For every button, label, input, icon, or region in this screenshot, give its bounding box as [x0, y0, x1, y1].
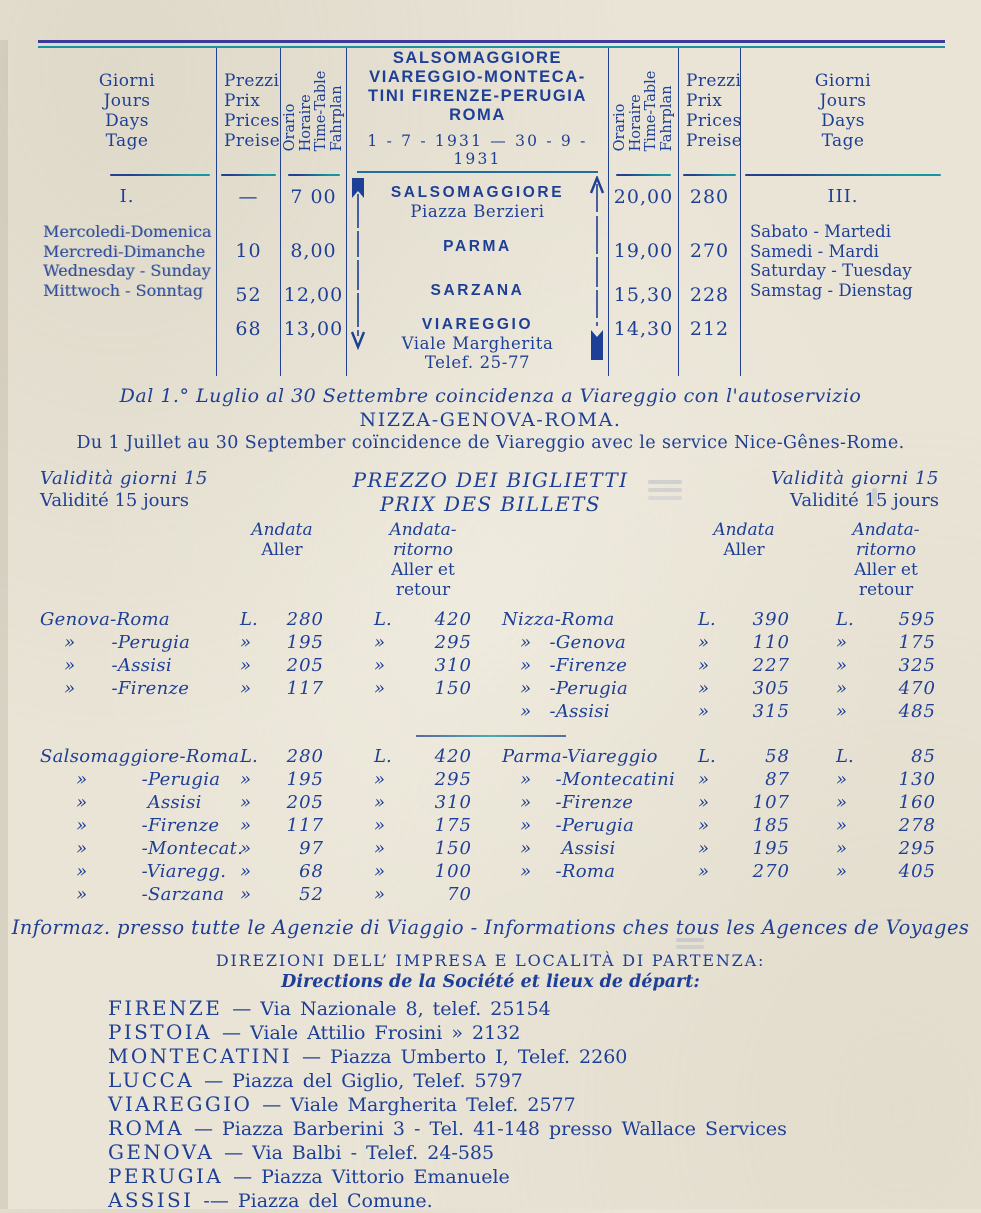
fare-row — [40, 814, 470, 837]
currency-mark: » — [374, 792, 386, 813]
orario-left-header — [283, 71, 345, 152]
fare-row — [40, 791, 470, 814]
fare-route: » Assisi — [502, 838, 616, 859]
header-word: Giorni — [814, 71, 872, 91]
fare-row — [40, 860, 470, 883]
header-word-rotated: Time-Table — [642, 70, 659, 152]
header-word: Tage — [105, 131, 149, 151]
fare-single: 58 — [765, 746, 790, 767]
currency-mark: » — [836, 861, 848, 882]
fare-return: 420 — [434, 609, 472, 630]
fares-title-french: PRIX DES BILLETS — [380, 492, 601, 516]
fare-route: » -Viaregg. — [40, 861, 227, 882]
currency-mark: » — [836, 655, 848, 676]
fare-route: Parma-Viareggio — [502, 746, 658, 767]
fare-row — [40, 745, 470, 768]
operating-days-right — [741, 222, 945, 300]
day-line: Mittwoch - Sonntag — [43, 280, 203, 300]
station-viareggio — [402, 316, 554, 372]
fare-route: » Assisi — [40, 792, 202, 813]
fare-single: 205 — [286, 655, 324, 676]
fare-single: 305 — [752, 678, 790, 699]
currency-mark: » — [836, 838, 848, 859]
city-name: VIAREGGIO — [108, 1092, 253, 1116]
fare-column-headers — [0, 516, 981, 608]
fare-single: 205 — [286, 792, 324, 813]
days-left-header — [38, 48, 216, 174]
fare-route: » -Genova — [502, 632, 626, 653]
fare-row — [40, 837, 470, 860]
city-address: — Via Balbi - Telef. 24-585 — [224, 1142, 495, 1164]
currency-mark: » — [698, 632, 710, 653]
header-word-rotated: Fahrplan — [328, 85, 344, 152]
column-time-left — [280, 48, 346, 376]
section-divider — [416, 735, 566, 737]
currency-mark: » — [698, 655, 710, 676]
header-word: Prices — [686, 111, 742, 131]
currency-mark: » — [240, 884, 252, 905]
city-name: LUCCA — [108, 1068, 195, 1092]
city-address: — Via Nazionale 8, telef. 25154 — [232, 998, 551, 1020]
fare-value: 270 — [689, 240, 730, 262]
column-days-left — [38, 48, 216, 376]
fare-return: 485 — [898, 701, 936, 722]
fare-return: 310 — [434, 792, 472, 813]
city-address: -— Piazza del Comune. — [203, 1190, 433, 1212]
note-route: NIZZA-GENOVA-ROMA. — [359, 409, 622, 431]
header-word-rotated: Time-Table — [312, 70, 329, 152]
validity-french: Validité 15 jours — [790, 490, 939, 511]
departure-time: 12,00 — [283, 284, 344, 306]
fare-return: 175 — [898, 632, 936, 653]
fare-return: 130 — [898, 769, 936, 790]
currency-mark: L. — [836, 746, 854, 767]
southbound-direction-arrow — [350, 176, 366, 362]
header-word-rotated: Fahrplan — [658, 85, 674, 152]
prices-left-header — [217, 48, 280, 174]
fare-row — [40, 677, 470, 700]
note-french: Du 1 Juillet au 30 September coïncidence de Viareggio avec le service Nice-Gênes-Rome. — [76, 433, 905, 453]
currency-mark: » — [698, 792, 710, 813]
fare-single: 117 — [286, 815, 324, 836]
header-word-rotated: Horaire — [297, 94, 313, 152]
station-salsomaggiore — [391, 184, 564, 221]
currency-mark: » — [836, 678, 848, 699]
fare-return: 310 — [434, 655, 472, 676]
currency-mark: » — [698, 678, 710, 699]
column-time-right — [608, 48, 678, 376]
fare-value: 68 — [235, 318, 262, 340]
fare-return: 325 — [898, 655, 936, 676]
header-word: Days — [105, 111, 149, 131]
direction-entry — [108, 1021, 981, 1045]
fare-route: » -Perugia — [40, 769, 221, 790]
fare-route: » -Firenze — [502, 792, 634, 813]
header-word: Jours — [819, 91, 867, 111]
fare-row — [40, 631, 470, 654]
timetable — [38, 48, 981, 376]
city-name: MONTECATINI — [108, 1044, 293, 1068]
currency-mark: L. — [240, 746, 258, 767]
currency-mark: » — [240, 632, 252, 653]
fare-value: 228 — [689, 284, 730, 306]
currency-mark: » — [374, 815, 386, 836]
operating-days-left — [38, 222, 216, 300]
fare-single: 227 — [752, 655, 790, 676]
currency-mark: » — [374, 655, 386, 676]
fare-route: » -Assisi — [40, 655, 172, 676]
currency-mark: » — [698, 701, 710, 722]
fare-row — [502, 631, 981, 654]
fare-value: 10 — [235, 240, 262, 262]
fare-row — [502, 677, 981, 700]
currency-mark: » — [836, 701, 848, 722]
header-word: Prix — [686, 91, 723, 111]
departure-time: 20,00 — [613, 186, 674, 208]
fare-value: 212 — [689, 318, 730, 340]
fare-block-1 — [0, 608, 981, 723]
fare-return: 160 — [898, 792, 936, 813]
currency-mark: » — [240, 769, 252, 790]
header-word: Giorni — [98, 71, 156, 91]
city-address: — Piazza Vittorio Emanuele — [233, 1166, 510, 1188]
direction-entry — [108, 997, 981, 1021]
fare-block-2 — [0, 745, 981, 906]
fare-row — [502, 768, 981, 791]
scanned-timetable-page — [0, 40, 981, 1212]
currency-mark: » — [698, 838, 710, 859]
city-address: — Piazza del Giglio, Telef. 5797 — [204, 1070, 523, 1092]
day-line: Wednesday - Sunday — [43, 261, 211, 280]
return-fare-header: Andata-ritorno Aller et retour — [389, 520, 457, 600]
currency-mark: » — [698, 769, 710, 790]
fare-route: » -Firenze — [40, 815, 220, 836]
days-right-header — [741, 48, 945, 174]
city-address: — Viale Attilio Frosini » 2132 — [221, 1022, 521, 1044]
currency-mark: » — [374, 884, 386, 905]
fare-single: 315 — [752, 701, 790, 722]
fare-return: 100 — [434, 861, 472, 882]
currency-mark: » — [374, 678, 386, 699]
station-name: PARMA — [443, 238, 512, 255]
fare-return: 70 — [447, 884, 472, 905]
fares-title-italian: PREZZO DEI BIGLIETTI — [352, 468, 629, 492]
route-title-line: VIAREGGIO-MONTECA- — [369, 68, 586, 86]
currency-mark: » — [240, 861, 252, 882]
header-word: Prezzi — [224, 71, 280, 91]
fare-single: 107 — [752, 792, 790, 813]
currency-mark: » — [698, 815, 710, 836]
fare-single: 185 — [752, 815, 790, 836]
connection-note — [0, 384, 981, 454]
fares-nizza-group — [470, 608, 981, 723]
validity-left — [0, 468, 310, 516]
single-fare-header: Andata Aller — [251, 520, 313, 560]
fares-header — [0, 468, 981, 516]
fare-return: 175 — [434, 815, 472, 836]
header-word-rotated: Horaire — [627, 94, 643, 152]
fare-return: 278 — [898, 815, 936, 836]
fare-route: » -Perugia — [502, 815, 635, 836]
information-line: Informaz. presso tutte le Agenzie di Viaggio - Informations ches tous les Agences de Voyages — [11, 916, 970, 939]
fare-route: » -Perugia — [502, 678, 629, 699]
day-line: Sabato - Martedi — [750, 222, 892, 241]
day-line: Samedi - Mardi — [750, 241, 879, 261]
validity-right — [671, 468, 981, 516]
currency-mark: » — [374, 838, 386, 859]
fare-return: 470 — [898, 678, 936, 699]
fare-return: 420 — [434, 746, 472, 767]
header-word: Prix — [224, 91, 261, 111]
fare-row — [502, 837, 981, 860]
fare-single: 280 — [286, 746, 324, 767]
fares-parma-group — [470, 745, 981, 906]
fare-row — [502, 745, 981, 768]
currency-mark: L. — [374, 746, 392, 767]
fare-single: 195 — [286, 769, 324, 790]
route-title-line: ROMA — [449, 106, 506, 124]
fare-row — [40, 768, 470, 791]
fare-route: » -Montecatini — [502, 769, 676, 790]
fare-single: 117 — [286, 678, 324, 699]
validity-italian: Validità giorni 15 — [770, 468, 939, 489]
directions-list — [108, 997, 981, 1213]
direction-entry — [108, 1189, 981, 1213]
orario-right-header — [613, 71, 675, 152]
currency-mark: » — [836, 792, 848, 813]
note-italian: Dal 1.° Luglio al 30 Settembre coincidenza a Viareggio con l'autoservizio — [119, 385, 862, 407]
day-line: Mercredi-Dimanche — [43, 241, 206, 261]
city-name: ASSISI — [108, 1188, 194, 1212]
fare-single: 280 — [286, 609, 324, 630]
fare-single: 390 — [752, 609, 790, 630]
header-word-rotated: Orario — [611, 103, 628, 152]
direction-entry — [108, 1069, 981, 1093]
departure-time: 8,00 — [290, 240, 337, 262]
return-fare-header: Andata-ritorno Aller et retour — [852, 520, 920, 600]
day-line: Saturday - Tuesday — [750, 261, 912, 280]
direction-entry — [108, 1117, 981, 1141]
fare-row — [502, 814, 981, 837]
currency-mark: » — [240, 838, 252, 859]
day-line: Samstag - Dienstag — [750, 280, 913, 300]
route-title-line: TINI FIRENZE-PERUGIA — [367, 87, 587, 105]
fare-row — [40, 608, 470, 631]
currency-mark: » — [698, 861, 710, 882]
currency-mark: » — [240, 815, 252, 836]
fare-route: Nizza-Roma — [502, 609, 615, 630]
city-name: FIRENZE — [108, 996, 223, 1020]
route-title-line: SALSOMAGGIORE — [392, 49, 563, 67]
city-name: GENOVA — [108, 1140, 215, 1164]
column-stations — [346, 48, 608, 376]
header-word: Prezzi — [686, 71, 742, 91]
fare-row — [502, 608, 981, 631]
single-fare-header: Andata Aller — [713, 520, 775, 560]
section-label-III: III. — [827, 186, 859, 207]
currency-mark: » — [374, 861, 386, 882]
departure-time: 19,00 — [613, 240, 674, 262]
departure-time: 13,00 — [283, 318, 344, 340]
currency-mark: » — [240, 678, 252, 699]
departure-time: 14,30 — [613, 318, 674, 340]
fare-route: » -Sarzana — [40, 884, 225, 905]
fare-route: » -Montecat. — [40, 838, 244, 859]
fare-value: — — [238, 186, 259, 208]
fare-route: » -Firenze — [502, 655, 628, 676]
fare-return: 595 — [898, 609, 936, 630]
currency-mark: » — [836, 632, 848, 653]
top-double-rule — [38, 40, 945, 48]
fare-single: 270 — [752, 861, 790, 882]
northbound-direction-arrow — [589, 176, 605, 362]
column-days-right — [740, 48, 945, 376]
fare-row — [40, 883, 470, 906]
day-line: Mercoledi-Domenica — [43, 222, 212, 241]
column-prices-right — [678, 48, 743, 376]
section-label-I: I. — [119, 186, 135, 207]
currency-mark: » — [836, 815, 848, 836]
header-word-rotated: Orario — [281, 103, 298, 152]
fare-return: 295 — [898, 838, 936, 859]
fares-title — [310, 468, 671, 516]
currency-mark: » — [374, 769, 386, 790]
prices-right-header — [679, 48, 743, 174]
column-prices-left — [216, 48, 280, 376]
currency-mark: L. — [836, 609, 854, 630]
fare-route: » -Perugia — [40, 632, 191, 653]
route-title — [368, 49, 587, 125]
currency-mark: L. — [698, 609, 716, 630]
city-address: — Piazza Umberto I, Telef. 2260 — [302, 1046, 628, 1068]
fare-route: » -Assisi — [502, 701, 610, 722]
direction-entry — [108, 1141, 981, 1165]
header-word: Days — [821, 111, 865, 131]
city-name: PERUGIA — [108, 1164, 224, 1188]
station-address: Viale Margherita — [401, 334, 554, 353]
station-parma — [443, 238, 512, 256]
station-name: VIAREGGIO — [421, 316, 534, 333]
departure-time: 15,30 — [613, 284, 674, 306]
currency-mark: » — [836, 769, 848, 790]
fare-return: 150 — [434, 678, 472, 699]
currency-mark: » — [374, 632, 386, 653]
city-name: PISTOIA — [108, 1020, 212, 1044]
direction-entry — [108, 1045, 981, 1069]
directions-subtitle: Directions de la Société et lieux de départ: — [281, 972, 700, 992]
currency-mark: » — [240, 792, 252, 813]
fare-single: 195 — [752, 838, 790, 859]
currency-mark: L. — [374, 609, 392, 630]
validity-italian: Validità giorni 15 — [40, 468, 209, 489]
currency-mark: L. — [240, 609, 258, 630]
validity-date-range: 1 - 7 - 1931 — 30 - 9 - 1931 — [357, 132, 597, 173]
fare-row — [502, 700, 981, 723]
header-word: Preise — [224, 131, 281, 151]
fare-route: » -Firenze — [40, 678, 190, 699]
currency-mark: » — [240, 655, 252, 676]
station-name: SARZANA — [430, 282, 525, 299]
fare-return: 295 — [434, 632, 472, 653]
fare-row — [502, 654, 981, 677]
station-address: Piazza Berzieri — [410, 202, 545, 221]
station-phone: Telef. 25-77 — [424, 353, 531, 372]
fare-single: 87 — [765, 769, 790, 790]
fare-single: 195 — [286, 632, 324, 653]
fare-single: 68 — [299, 861, 324, 882]
header-word: Jours — [103, 91, 151, 111]
fare-single: 110 — [752, 632, 790, 653]
fare-return: 85 — [911, 746, 936, 767]
validity-french: Validité 15 jours — [40, 490, 189, 511]
fare-single: 97 — [299, 838, 324, 859]
fare-row — [40, 654, 470, 677]
fare-value: 280 — [689, 186, 730, 208]
city-address: — Viale Margherita Telef. 2577 — [262, 1094, 576, 1116]
directions-title: DIREZIONI DELL’ IMPRESA E LOCALITÀ DI PARTENZA: — [215, 951, 766, 970]
fare-return: 295 — [434, 769, 472, 790]
city-name: ROMA — [108, 1116, 184, 1140]
fare-return: 405 — [898, 861, 936, 882]
departure-time: 7 00 — [290, 186, 337, 208]
fare-route: Salsomaggiore-Roma — [40, 746, 240, 767]
header-word: Tage — [821, 131, 865, 151]
fare-route: » -Roma — [502, 861, 616, 882]
currency-mark: L. — [698, 746, 716, 767]
fares-salsomaggiore-group — [0, 745, 470, 906]
fare-row — [502, 860, 981, 883]
fares-genova-group — [0, 608, 470, 723]
city-address: — Piazza Barberini 3 - Tel. 41-148 presso Wallace Services — [193, 1118, 787, 1140]
header-word: Preise — [686, 131, 743, 151]
fare-value: 52 — [235, 284, 262, 306]
station-sarzana — [431, 282, 525, 300]
fare-row — [502, 791, 981, 814]
header-word: Prices — [224, 111, 280, 131]
fare-return: 150 — [434, 838, 472, 859]
direction-entry — [108, 1093, 981, 1117]
fare-route: Genova-Roma — [40, 609, 170, 630]
fare-single: 52 — [299, 884, 324, 905]
station-name: SALSOMAGGIORE — [390, 184, 565, 201]
